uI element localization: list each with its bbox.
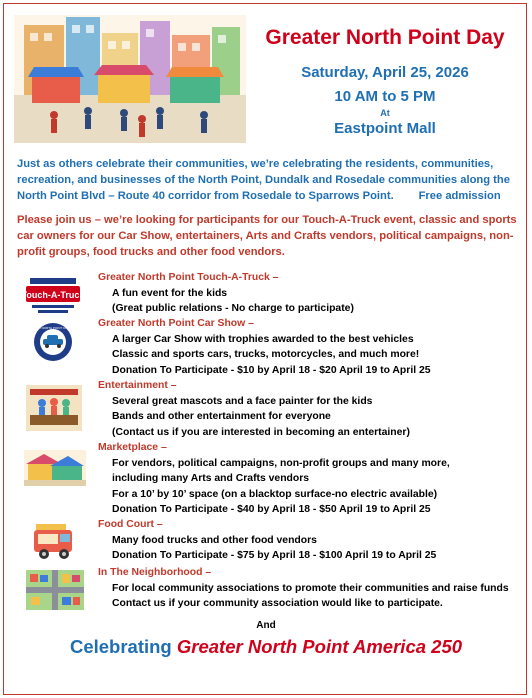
event-title: Greater North Point Day — [265, 26, 505, 49]
section-line: Several great mascots and a face painter for the kids — [112, 395, 373, 407]
section-neighborhood — [98, 565, 509, 612]
section-line: (Great public relations - No charge to participate) — [112, 303, 354, 314]
event-date: Saturday, April 25, 2026 — [301, 64, 469, 81]
section-line: Donation To Participate - $10 by April 18 - $20 April 19 to April 25 — [112, 364, 431, 376]
section-line: including many Arts and Crafts vendors — [112, 473, 310, 484]
at-label: At — [380, 108, 390, 118]
section-heading: Marketplace – — [98, 442, 167, 453]
and-label: And — [256, 620, 276, 631]
section-line: Many food trucks and other food vendors — [112, 534, 317, 546]
footer-tagline: Celebrating Greater North Point America 250 — [69, 636, 463, 657]
section-line: For a 10’ by 10’ space (on a blacktop surface-no electric available) — [112, 488, 438, 500]
section-heading: Entertainment – — [98, 380, 177, 391]
intro-paragraph: Just as others celebrate their communities, we’re celebrating the residents, communities, recreation, and businesses of the North Point, Dundalk and Rosedale communities along the North Point Blvd – Route 40 corridor from Rosedale to Sparrows Point. Free admission — [17, 158, 510, 202]
section-marketplace — [98, 440, 450, 518]
marketplace-tents-icon — [24, 450, 86, 486]
section-line: (Contact us if you are interested in becoming an entertainer) — [112, 426, 410, 438]
section-heading: Greater North Point Touch-A-Truck – — [98, 272, 279, 283]
section-line: Bands and other entertainment for everyone — [112, 411, 331, 422]
section-entertainment — [98, 378, 410, 440]
footer-highlight: Greater North Point America 250 — [176, 636, 463, 657]
event-venue: Eastpoint Mall — [334, 120, 436, 137]
section-heading: In The Neighborhood – — [98, 567, 212, 578]
section-line: Donation To Participate - $75 by April 18 - $100 April 19 to April 25 — [112, 550, 437, 561]
section-heading: Greater North Point Car Show – — [98, 318, 254, 329]
free-admission: Free admission — [418, 190, 501, 202]
car-show-badge-icon — [26, 322, 80, 362]
food-truck-icon — [32, 520, 78, 562]
section-touch-a-truck — [98, 270, 354, 317]
section-line: Contact us if your community association would like to participate. — [112, 598, 443, 609]
section-line: For vendors, political campaigns, non-profit groups and many more, — [112, 457, 450, 469]
section-line: Donation To Participate - $40 by April 18 - $50 April 19 to April 25 — [112, 504, 431, 515]
event-time: 10 AM to 5 PM — [334, 88, 436, 105]
street-fair-illustration — [14, 15, 246, 143]
section-line: A larger Car Show with trophies awarded to the best vehicles — [112, 333, 414, 345]
neighborhood-map-icon — [26, 570, 84, 610]
join-paragraph: Please join us – we’re looking for participants for our Touch-A-Truck event, classic and sports car owners for our Car Show, entertainers, Arts and Crafts vendors, political campaigns, non-profit groups, food trucks and other food vendors. — [17, 214, 517, 258]
section-food-court — [98, 517, 436, 564]
touch-a-truck-logo-icon — [22, 276, 84, 316]
section-line: For local community associations to promote their communities and raise funds — [112, 582, 509, 594]
section-line: A fun event for the kids — [112, 287, 228, 299]
car-show-badge-text: GREATER NORTH POINT CAR SHOW — [26, 326, 80, 330]
section-line: Classic and sports cars, trucks, motorcycles, and much more! — [112, 349, 420, 360]
section-heading: Food Court – — [98, 519, 163, 530]
entertainment-stage-icon — [26, 385, 82, 431]
section-car-show — [98, 316, 431, 378]
touch-a-truck-logo-text: Touch-A-Truck — [21, 290, 85, 300]
